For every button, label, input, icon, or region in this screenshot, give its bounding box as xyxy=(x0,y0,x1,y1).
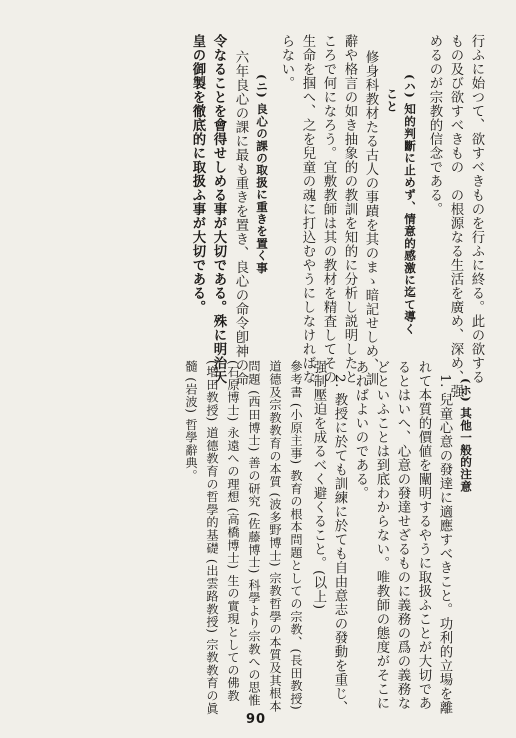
text-column: 皇の御製を徹底的に取扱ふ事が大切である。 xyxy=(190,34,206,314)
reference-line: 髓 (岩波) 哲學辭典。 xyxy=(184,360,198,483)
section-heading: こと xyxy=(385,88,399,113)
text-column: 2. 教授に於ても訓練に於ても自由意志の發動を重じ、 xyxy=(332,374,347,715)
text-column: 辭や格言の如き抽象的の教訓を知的に分析し説明したと xyxy=(342,34,357,384)
text-column: どといふことは到底わからない。唯教師の態度がそこに xyxy=(374,360,389,710)
text-column: めるのが宗教的信念である。 xyxy=(427,34,442,216)
reference-line: (石原博士) 永遠への理想 (高橋博士) 生の實現としての佛教 xyxy=(226,360,240,703)
reference-line: 參考書 (小原主事) 教育の根本問題としての宗教、(長田教授) xyxy=(289,360,303,711)
section-heading: (ハ) 知的判斷に止めず、情意的感激に迄て導く xyxy=(403,74,417,335)
reference-line: (増田教授) 道德教育の哲學的基礎 (出雲路教授) 宗教教育の眞 xyxy=(205,360,219,715)
text-column: 行ふに始つて、欲すべきものを行ふに終る。此の欲する xyxy=(469,34,484,384)
text-column: 强制壓迫を成るべく避くること。(以上) xyxy=(311,360,326,610)
reference-line: 問題 (西田博士) 善の研究 (佐藤博士) 科學より宗教への思惟 xyxy=(247,360,261,707)
text-column: あればよいのである。 xyxy=(353,360,368,500)
reference-line: 道德及宗教教育の本質 (波多野博士) 宗教哲學の本質及其根本 xyxy=(268,360,282,713)
text-column: らない。 xyxy=(279,34,294,90)
page-number: 90 xyxy=(246,712,267,727)
section-heading: (ホ) 其他一般的注意 xyxy=(459,378,473,493)
text-column: るとはいへ、心意の發達せざるものに義務の爲の義務な xyxy=(395,360,410,710)
text-column: もの及び欲すべきもの の根源なる生活を廣め、深め、强 xyxy=(448,34,463,398)
text-column: 1. 兒童心意の發達に適應すべきこと。功利的立場を離 xyxy=(437,374,452,715)
section-heading: (ニ) 良心の課の取扱に重きを置く事 xyxy=(255,74,269,274)
text-column: 生命を掴へ、之を兒童の魂に打込むやうにしなければな xyxy=(300,34,315,384)
text-column: 令なることを會得せしめる事が大切である。殊に明治天 xyxy=(211,34,227,384)
text-column: れて本質的價値を闡明するやうに取扱ふことが大切であ xyxy=(416,360,431,710)
text-column: ころで何になろう。宜敷教師は其の教材を精査してその xyxy=(321,34,336,384)
text-column: 修身科教材たる古人の事蹟を其のまゝ暗記せしめ、訓 xyxy=(363,50,378,386)
text-column: 六年良心の課に最も重きを置き、良心の命令卽神の命 xyxy=(233,50,248,386)
